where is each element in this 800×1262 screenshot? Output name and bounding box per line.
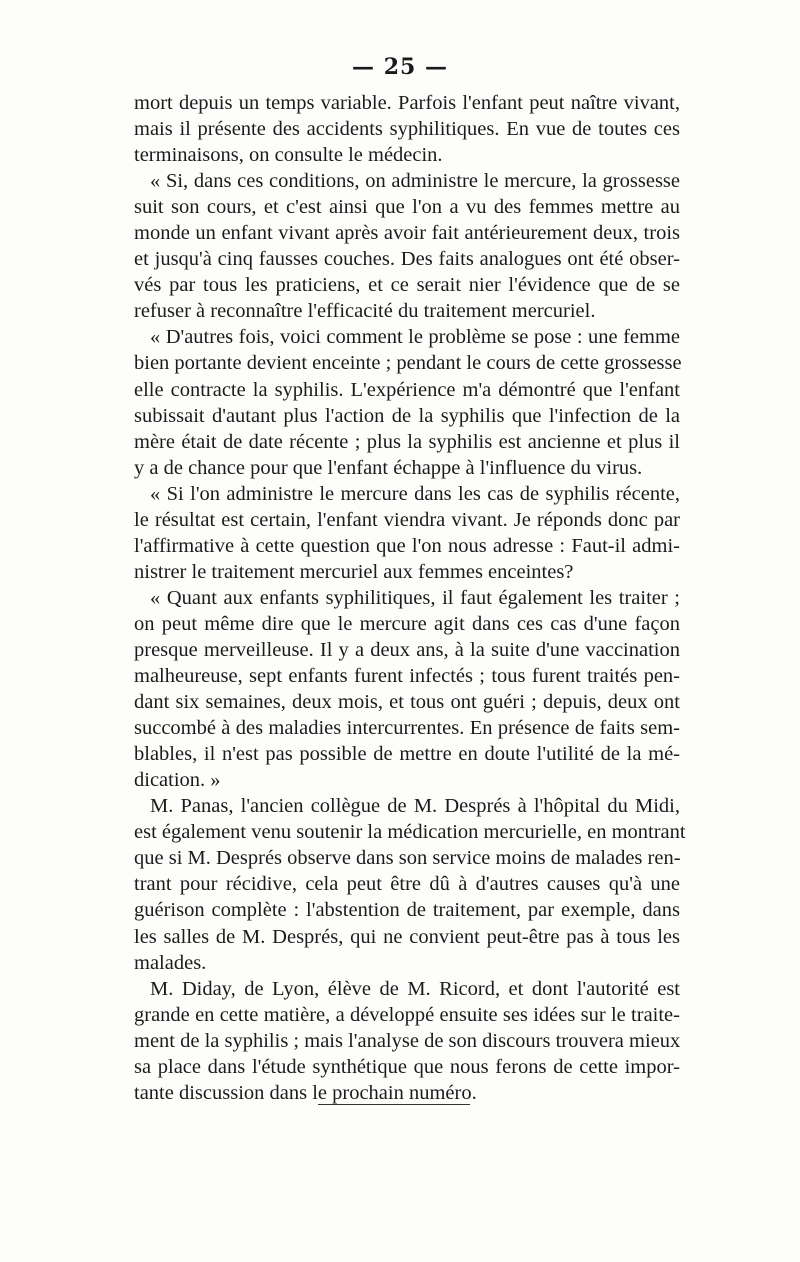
text-line: le résultat est certain, l'enfant viendra vivant. Je réponds donc par	[134, 508, 680, 531]
text-line: « D'autres fois, voici comment le problème se pose : une femme	[150, 326, 680, 349]
text-line: est également venu soutenir la médication mercurielle, en montrant	[134, 821, 686, 844]
text-line: nistrer le traitement mercuriel aux femmes enceintes?	[134, 560, 574, 583]
text-line: tante discussion dans le prochain numéro.	[134, 1081, 477, 1104]
text-line: dant six semaines, deux mois, et tous ont guéri ; depuis, deux ont	[134, 691, 680, 714]
end-rule	[318, 1104, 470, 1105]
text-line: M. Panas, l'ancien collègue de M. Després à l'hôpital du Midi,	[150, 795, 680, 818]
text-line: « Si, dans ces conditions, on administre le mercure, la grossesse	[150, 170, 680, 193]
text-line: que si M. Després observe dans son service moins de malades ren-	[134, 847, 681, 870]
text-line: sa place dans l'étude synthétique que nous ferons de cette impor-	[134, 1055, 680, 1078]
text-line: succombé à des maladies intercurrentes. En présence de faits sem-	[134, 717, 680, 740]
text-line: malheureuse, sept enfants furent infectés ; tous furent traités pen-	[134, 665, 680, 688]
text-line: mort depuis un temps variable. Parfois l'enfant peut naître vivant,	[134, 92, 680, 114]
text-line: bien portante devient enceinte ; pendant le cours de cette grossesse	[134, 352, 682, 375]
text-line: refuser à reconnaître l'efficacité du traitement mercuriel.	[134, 300, 596, 323]
text-line: mère était de date récente ; plus la syphilis est ancienne et plus il	[134, 430, 680, 453]
body-text	[134, 90, 686, 1106]
text-line: l'affirmative à cette question que l'on nous adresse : Faut-il admi-	[134, 534, 680, 557]
text-line: guérison complète : l'abstention de traitement, par exemple, dans	[134, 899, 680, 922]
text-line: monde un enfant vivant après avoir fait antérieurement deux, trois	[134, 222, 680, 245]
text-line: mais il présente des accidents syphilitiques. En vue de toutes ces	[134, 118, 680, 141]
text-line: dication. »	[134, 769, 221, 792]
text-line: on peut même dire que le mercure agit dans ces cas d'une façon	[134, 612, 680, 635]
text-line: presque merveilleuse. Il y a deux ans, à la suite d'une vaccination	[134, 638, 680, 661]
text-line: et jusqu'à cinq fausses couches. Des faits analogues ont été obser-	[134, 248, 680, 271]
text-line: ment de la syphilis ; mais l'analyse de son discours trouvera mieux	[134, 1029, 681, 1052]
text-line: terminaisons, on consulte le médecin.	[134, 144, 443, 167]
page-number: — 25 —	[352, 54, 448, 80]
text-line: malades.	[134, 951, 207, 974]
text-line: grande en cette matière, a développé ensuite ses idées sur le traite-	[134, 1003, 680, 1026]
text-line: subissait d'autant plus l'action de la syphilis que l'infection de la	[134, 404, 680, 427]
text-line: M. Diday, de Lyon, élève de M. Ricord, et dont l'autorité est	[150, 977, 680, 1000]
text-line: blables, il n'est pas possible de mettre en doute l'utilité de la mé-	[134, 743, 680, 766]
text-line: vés par tous les praticiens, et ce serait nier l'évidence que de se	[134, 274, 680, 297]
text-line: « Si l'on administre le mercure dans les cas de syphilis récente,	[150, 482, 680, 505]
text-line: trant pour récidive, cela peut être dû à d'autres causes qu'à une	[134, 873, 680, 896]
text-line: y a de chance pour que l'enfant échappe à l'influence du virus.	[134, 456, 643, 479]
text-line: suit son cours, et c'est ainsi que l'on a vu des femmes mettre au	[134, 196, 680, 219]
text-line: les salles de M. Després, qui ne convient peut-être pas à tous les	[134, 925, 680, 948]
text-line: « Quant aux enfants syphilitiques, il faut également les traiter ;	[150, 586, 680, 609]
text-line: elle contracte la syphilis. L'expérience m'a démontré que l'enfant	[134, 378, 680, 401]
